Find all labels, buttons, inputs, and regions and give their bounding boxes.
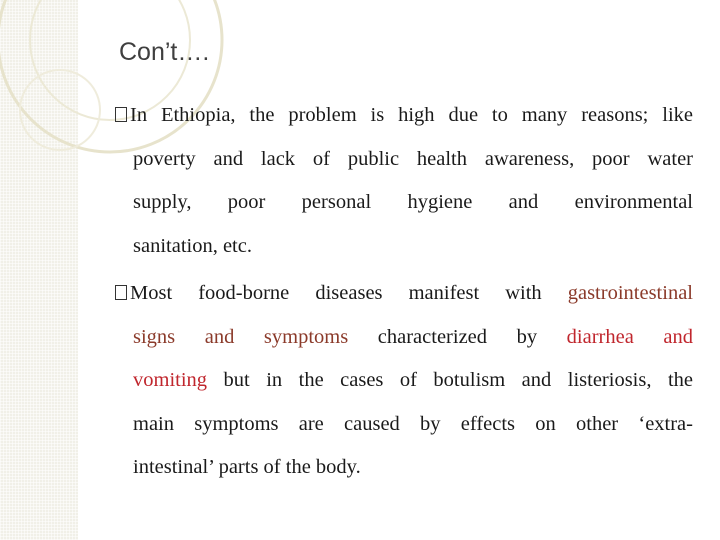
bullet-line [115, 359, 693, 403]
text-run: main symptoms are caused by effects on other ‘extra- [133, 412, 693, 435]
bullet-text [115, 272, 693, 490]
bullet-line [115, 225, 693, 269]
text-run: In Ethiopia, the problem is high due to many reasons; like [130, 104, 693, 126]
hollow-square-bullet-icon [115, 107, 127, 122]
bullet-line [115, 272, 693, 316]
text-run: intestinal’ parts of the body. [133, 456, 361, 478]
slide-title: Con’t…. [119, 38, 210, 66]
bullet-ethiopia [115, 94, 693, 268]
highlighted-term: gastrointestinal [567, 282, 693, 304]
small-ring [20, 70, 100, 150]
text-run: but in the cases of botulism and listeriosis, the [207, 369, 693, 391]
bullet-line [115, 316, 693, 360]
highlighted-term: diarrhea and [566, 325, 693, 348]
text-run: poverty and lack of public health awareness, poor water [133, 147, 693, 170]
bullet-line [115, 403, 693, 447]
bullet-symptoms [115, 272, 693, 490]
text-run: supply, poor personal hygiene and environmental [133, 191, 693, 213]
text-run: Most food-borne diseases manifest with [130, 282, 568, 304]
text-run: characterized by [348, 325, 567, 348]
bullet-text [115, 94, 693, 268]
bullet-line [115, 446, 693, 490]
highlighted-term: vomiting [133, 369, 208, 391]
hollow-square-bullet-icon [115, 285, 127, 300]
bullet-line [115, 138, 693, 182]
bullet-line [115, 181, 693, 225]
text-run: sanitation, etc. [133, 234, 252, 257]
bullet-line [115, 94, 693, 138]
highlighted-term: signs and symptoms [133, 325, 349, 348]
